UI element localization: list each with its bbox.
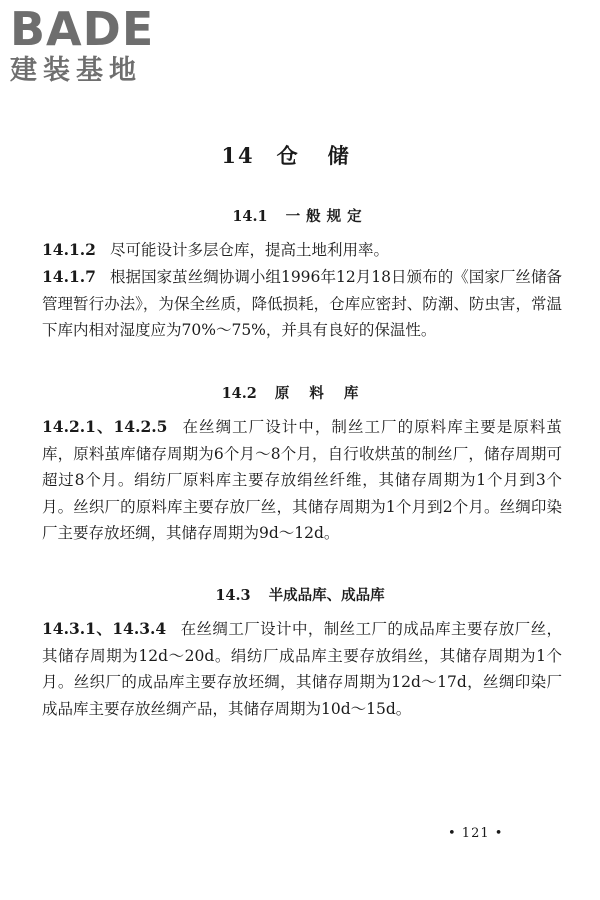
clause-14-1-2 xyxy=(42,237,562,264)
clause-14-3-1-14-3-4 xyxy=(42,616,562,722)
page-number: • 121 • xyxy=(448,826,504,841)
clause-number: 14.2.1、14.2.5 xyxy=(42,417,168,436)
clause-number: 14.3.1、14.3.4 xyxy=(42,619,167,638)
section-number: 14.2 xyxy=(221,385,257,402)
clause-14-1-7 xyxy=(42,264,562,344)
section-title: 半成品库、成品库 xyxy=(268,587,385,604)
logo-wordmark: BADE xyxy=(10,2,155,56)
section-number: 14.3 xyxy=(215,587,251,604)
section-heading-14-3 xyxy=(0,584,600,605)
clause-text: 在丝绸工厂设计中，制丝工厂的成品库主要存放厂丝，其储存周期为12d～20d。绢纺厂成品库主要存放绢丝，其储存周期为1个月。丝织厂的成品库主要存放坯绸，其储存周期为12d～17d，丝绸印染厂成品库主要存放丝绸产品，其储存周期为10d～15d。 xyxy=(42,620,562,718)
clause-text: 在丝绸工厂设计中，制丝工厂的原料库主要是原料茧库，原料茧库储存周期为6个月～8个月，自行收烘茧的制丝厂，储存周期可超过8个月。绢纺厂原料库主要存放绢丝纤维，其储存周期为1个月到3个月。丝织厂的原料库主要存放厂丝，其储存周期为1个月到2个月。丝绸印染厂主要存放坯绸，其储存周期为9d～12d。 xyxy=(42,418,562,543)
clause-number: 14.1.7 xyxy=(42,267,96,286)
chapter-number: 14 xyxy=(221,143,255,168)
chapter-title xyxy=(0,140,600,170)
section-title: 一般规定 xyxy=(285,208,368,225)
section-heading-14-1 xyxy=(0,205,600,226)
chapter-name: 仓储 xyxy=(276,143,379,168)
section-title: 原料库 xyxy=(274,385,379,402)
clause-14-2-1-14-2-5 xyxy=(42,414,562,547)
logo-subtitle: 建装基地 xyxy=(10,55,142,86)
clause-number: 14.1.2 xyxy=(42,240,96,259)
section-number: 14.1 xyxy=(232,208,268,225)
bade-logo xyxy=(10,2,180,86)
clause-text: 根据国家茧丝绸协调小组1996年12月18日颁布的《国家厂丝储备管理暂行办法》，为保全丝质，降低损耗，仓库应密封、防潮、防虫害，常温下库内相对湿度应为70%～75%，并具有良好的保温性。 xyxy=(42,268,562,340)
section-heading-14-2 xyxy=(0,382,600,403)
clause-text: 尽可能设计多层仓库，提高土地利用率。 xyxy=(109,241,389,259)
